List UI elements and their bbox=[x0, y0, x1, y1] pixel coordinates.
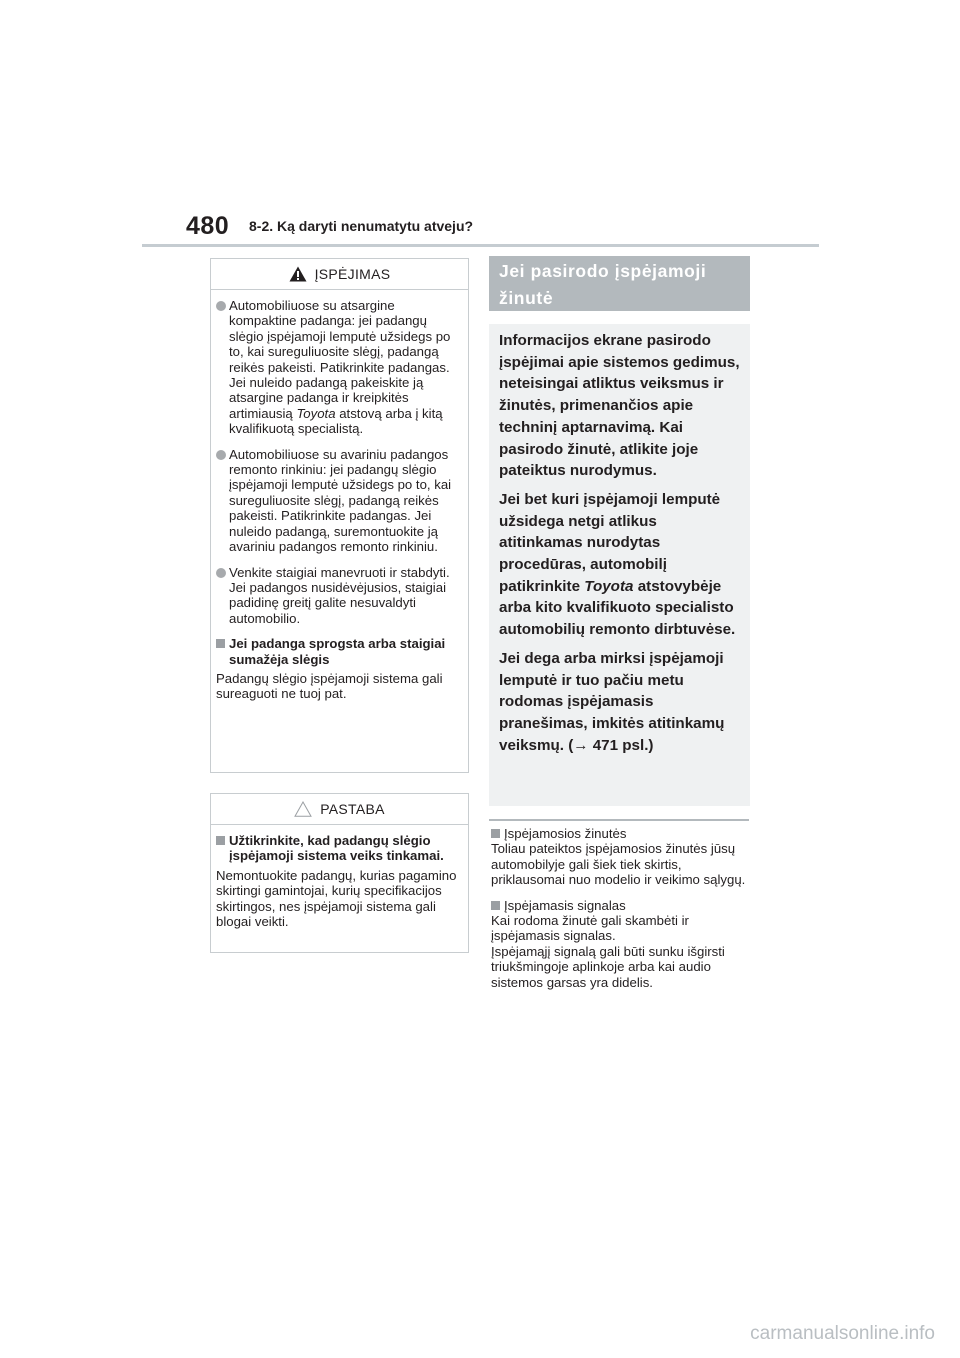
brand-name: Toyota bbox=[296, 405, 336, 421]
arrow-right-icon: → bbox=[573, 736, 589, 754]
info-paragraph: Jei bet kuri įspėjamoji lemputė užsidega netgi atlikus atitinkamas nurodytas procedūras, automobilį patikrinkite Toyota atstovybėje arba kito kvalifikuoto specialisto automobilių remonto dirbtuvėse. bbox=[499, 490, 736, 639]
caution-triangle-icon bbox=[294, 801, 312, 817]
bullet-square-icon bbox=[491, 829, 500, 838]
right-column bbox=[491, 826, 753, 1000]
warning-subheading: Jei padanga sprogsta arba staigiai sumažėja slėgis bbox=[216, 636, 460, 667]
note-subheading: Užtikrinkite, kad padangų slėgio įspėjamoji sistema veiks tinkamai. bbox=[216, 833, 460, 864]
panel-divider bbox=[489, 819, 749, 821]
section-title: 8-2. Ką daryti nenumatytu atveju? bbox=[249, 218, 474, 234]
section-body: Toliau pateiktos įspėjamosios žinutės jūsų automobilyje gali šiek tiek skirtis, priklausomai nuo modelio ir veikimo sąlygų. bbox=[491, 841, 746, 888]
section-heading: Įspėjamosios žinutės bbox=[504, 826, 627, 841]
info-paragraph: Jei dega arba mirksi įspėjamoji lemputė ir tuo pačiu metu rodomas įspėjamasis pranešimas, imkitės atitinkamų veiksmų. (→ 471 psl.) bbox=[499, 649, 725, 754]
watermark: carmanualsonline.info bbox=[750, 1323, 935, 1344]
section-warning-messages bbox=[491, 826, 753, 888]
bullet-dot-icon bbox=[216, 301, 226, 311]
info-panel-title: Jei pasirodo įspėjamoji žinutė bbox=[489, 256, 750, 311]
warning-triangle-icon bbox=[289, 266, 307, 282]
warning-bullet: Venkite staigiai manevruoti ir stabdyti. Jei padangos nusidėvėjusios, staigiai padidinę greitį galite nesuvaldyti automobilio. bbox=[216, 565, 460, 627]
info-paragraph: Informacijos ekrane pasirodo įspėjimai apie sistemos gedimus, neteisingai atliktus veiksmus ir žinutės, primenančios apie techninį aptarnavimą. Kai pasirodo žinutė, atlikite joje pateiktus nurodymus. bbox=[499, 332, 740, 480]
bullet-square-icon bbox=[216, 836, 225, 845]
bullet-square-icon bbox=[216, 639, 225, 648]
note-box-header bbox=[211, 794, 468, 825]
brand-name: Toyota bbox=[584, 577, 634, 595]
page-reference-link[interactable]: 471 psl.) bbox=[588, 736, 654, 754]
bullet-dot-icon bbox=[216, 450, 226, 460]
info-panel-body bbox=[489, 324, 750, 806]
note-body: Nemontuokite padangų, kurias pagamino skirtingi gamintojai, kurių specifikacijos skirtingos, nes įspėjamoji sistema gali blogai veikti. bbox=[216, 867, 457, 930]
bullet-dot-icon bbox=[216, 568, 226, 578]
section-heading: Įspėjamasis signalas bbox=[504, 897, 626, 913]
warning-box bbox=[210, 258, 469, 773]
warning-bullet: Automobiliuose su avariniu padangos remonto rinkiniu: jei padangų slėgio įspėjamoji lemputė užsidegs po to, kai sureguliuosite slėgį, padangą reikės pakeisti. Patikrinkite padangas. Jei nuleido padangą, suremontuokite ją avariniu padangos remonto rinkiniu. bbox=[216, 447, 460, 555]
warning-box-header bbox=[211, 259, 468, 290]
warning-body: Padangų slėgio įspėjamoji sistema gali sureaguoti ne tuoj pat. bbox=[216, 670, 443, 702]
section-body: Kai rodoma žinutė gali skambėti ir įspėjamasis signalas. bbox=[491, 913, 689, 944]
header-divider bbox=[142, 244, 819, 247]
warning-bullet: Automobiliuose su atsargine kompaktine padanga: jei padangų slėgio įspėjamoji lemputė užsidegs po to, kai sureguliuosite slėgį, padangą reikės pakeisti. Patikrinkite padangas. Jei nuleido padangą pakeiskite ją atsargine padanga ir kreipkitės artimiausią Toyota atstovą arba į kitą kvalifikuotą specialistą. bbox=[216, 298, 460, 437]
page-number: 480 bbox=[186, 212, 230, 240]
section-warning-buzzer bbox=[491, 898, 753, 990]
bullet-square-icon bbox=[491, 901, 500, 910]
note-title: PASTABA bbox=[320, 801, 385, 817]
note-box bbox=[210, 793, 469, 953]
section-body: Įspėjamąjį signalą gali būti sunku išgirsti triukšmingoje aplinkoje arba kai audio sistemos garsas yra didelis. bbox=[491, 943, 725, 990]
warning-title: ĮSPĖJIMAS bbox=[314, 266, 391, 282]
